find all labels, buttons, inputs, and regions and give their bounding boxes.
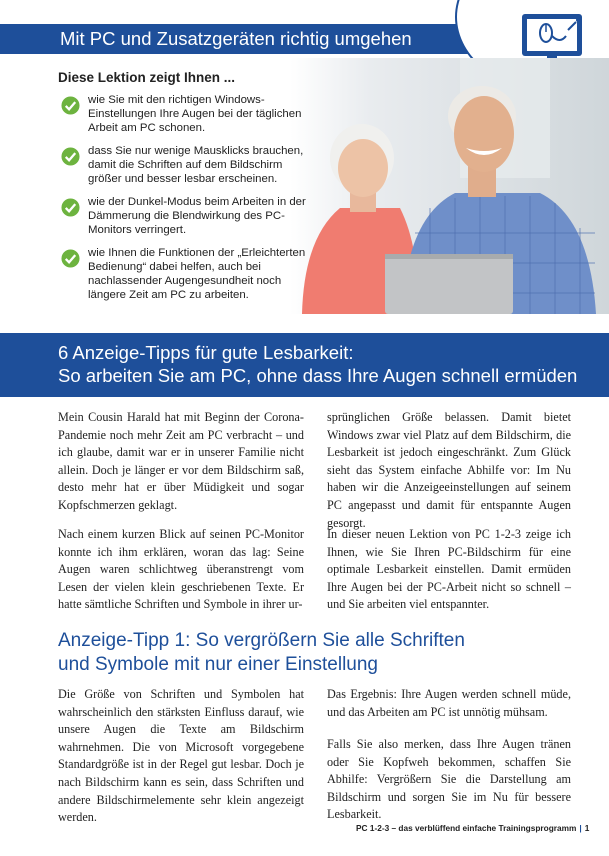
intro-bullet-text: wie Ihnen die Funktionen der „Erleichterten Bedienung“ dabei helfen, auch bei nachlassender Augengesundheit noch längere Zeit am PC zu arbeiten.	[88, 247, 306, 301]
banner-title-line2: So arbeiten Sie am PC, ohne dass Ihre Augen schnell ermüden	[58, 365, 578, 386]
check-icon	[61, 249, 80, 268]
footer-text: PC 1-2-3 – das verblüffend einfache Trainingsprogramm	[356, 823, 577, 833]
page-footer	[356, 823, 589, 833]
check-icon	[61, 147, 80, 166]
body-paragraph: Mein Cousin Harald hat mit Beginn der Corona-Pandemie noch mehr Zeit am PC verbracht – und ich glaube, damit war er in unserer Familie nicht allein. Doch je länger er vor dem Bildschirm saß, desto mehr hat er über Müdigkeit und sogar Kopfschmerzen geklagt.	[58, 410, 304, 512]
body-paragraph: Falls Sie also merken, dass Ihre Augen tränen oder Sie Kopfweh bekommen, schaffen Sie Abhilfe: Vergrößern Sie die Darstellung am Bildschirm und sorgen Sie im Nu für bessere Lesbarkeit.	[327, 737, 571, 822]
intro-bullet	[58, 195, 318, 237]
body-paragraph: Die Größe von Schriften und Symbolen hat wahrscheinlich den stärksten Einfluss darauf, wie unsere Augen die Texte am Bildschirm wahrnehmen. Die von Microsoft vorgegebene Standardgröße ist in der Regel gut lesbar. Doch je nach Bildschirm kann es sein, dass Schriften und andere Bildschirmelemente sehr klein angezeigt werden.	[58, 687, 304, 825]
intro-bullet-text: dass Sie nur wenige Mausklicks brauchen, damit die Schriften auf dem Bildschirm größer und besser lesbar erscheinen.	[88, 145, 304, 185]
section-heading-line1: Anzeige-Tipp 1: So vergrößern Sie alle Schriften	[58, 630, 465, 651]
header-title: Mit PC und Zusatzgeräten richtig umgehen	[60, 28, 412, 49]
body-paragraph: In dieser neuen Lektion von PC 1-2-3 zeige ich Ihnen, wie Sie Ihren PC-Bildschirm für eine optimale Lesbarkeit einstellen. Damit ermüden Ihre Augen bei der PC-Arbeit nicht so schnell – und Sie arbeiten viel entspannter.	[327, 527, 571, 612]
body-paragraph: Das Ergebnis: Ihre Augen werden schnell müde, und das Arbeiten am PC ist unnötig mühsam.	[327, 687, 571, 719]
footer-separator: |	[579, 823, 582, 833]
page-number: 1	[584, 823, 590, 833]
intro-bullet	[58, 93, 318, 135]
intro-bullet-text: wie Sie mit den richtigen Windows-Einstellungen Ihre Augen bei der täglichen Arbeit am PC schonen.	[88, 94, 302, 134]
intro-bullet-list	[58, 93, 318, 311]
intro-title: Diese Lektion zeigt Ihnen ...	[58, 70, 236, 85]
banner-title-line1: 6 Anzeige-Tipps für gute Lesbarkeit:	[58, 342, 354, 363]
header-bar	[0, 24, 480, 54]
check-icon	[61, 96, 80, 115]
check-icon	[61, 198, 80, 217]
seniors-laptop-photo	[290, 58, 609, 314]
intro-bullet	[58, 144, 318, 186]
body-paragraph: Nach einem kurzen Blick auf seinen PC-Monitor konnte ich ihm erklären, woran das lag: Seine Augen waren schlichtweg überanstrengt vom Lesen der vielen klein geschriebenen Texte. Er hatte sämtliche Schriften und Symbole in ihrer ur-	[58, 527, 304, 612]
body-paragraph: sprünglichen Größe belassen. Damit bietet Windows zwar viel Platz auf dem Bildschirm, die Lesbarkeit ist jedoch eingeschränkt. Zum Glück sieht das System einfache Abhilfe vor: Im Nu haben wir die Anzeigeeinstellungen auf seinem PC angepasst und damit für entspannte Augen gesorgt.	[327, 410, 571, 530]
intro-bullet	[58, 246, 318, 302]
section-heading-line2: und Symbole mit nur einer Einstellung	[58, 654, 379, 675]
intro-bullet-text: wie der Dunkel-Modus beim Arbeiten in der Dämmerung die Blendwirkung des PC-Monitors verringert.	[88, 196, 306, 236]
